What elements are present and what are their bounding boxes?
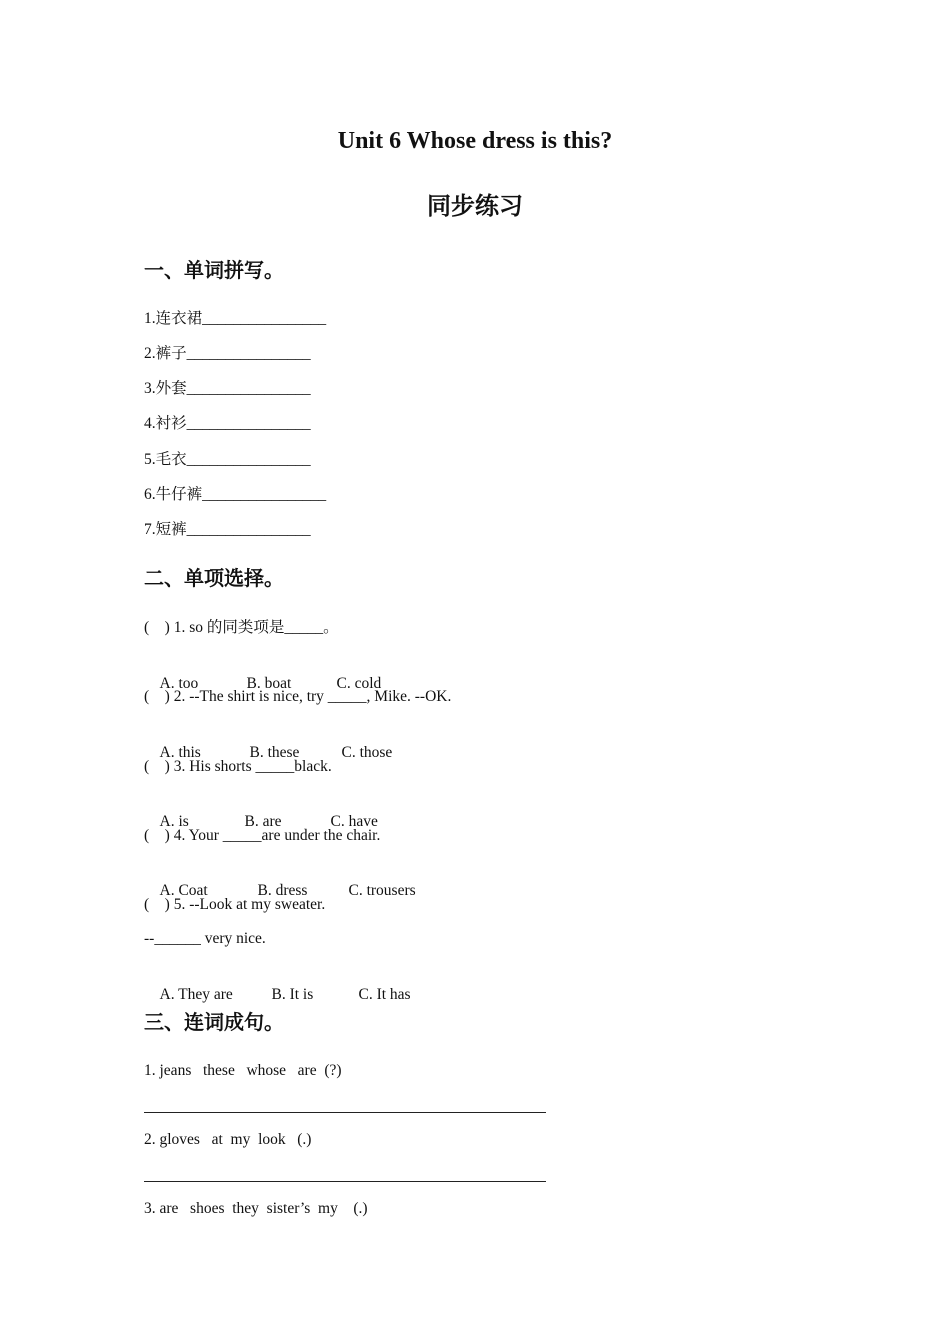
page-title: Unit 6 Whose dress is this? [337, 128, 613, 154]
sentence-3: 3. are shoes they sister’s my (.) [144, 1200, 368, 1217]
spelling-item-1: 1.连衣裙________________ [144, 310, 327, 327]
question-4: ( ) 4. Your _____are under the chair. [144, 827, 381, 844]
question-1: ( ) 1. so 的同类项是_____。 [144, 619, 339, 636]
option-c: C. It has [358, 986, 411, 1003]
spelling-item-2: 2.裤子________________ [144, 345, 311, 362]
page-subtitle: 同步练习 [427, 192, 523, 220]
option-b: B. dress [257, 882, 308, 899]
question-2: ( ) 2. --The shirt is nice, try _____, Mike. --OK. [144, 688, 452, 705]
spelling-item-6: 6.牛仔裤________________ [144, 486, 327, 503]
option-a: A. too [159, 675, 199, 692]
sentence-2: 2. gloves at my look (.) [144, 1131, 312, 1148]
option-c: C. those [341, 744, 393, 761]
question-5: ( ) 5. --Look at my sweater. [144, 896, 326, 913]
section-2-heading: 二、单项选择。 [144, 566, 284, 590]
option-b: B. boat [246, 675, 292, 692]
spelling-item-3: 3.外套________________ [144, 380, 311, 397]
option-c: C. cold [336, 675, 382, 692]
question-3: ( ) 3. His shorts _____black. [144, 758, 332, 775]
spelling-item-5: 5.毛衣________________ [144, 451, 311, 468]
option-b: B. It is [271, 986, 314, 1003]
spelling-item-7: 7.短裤________________ [144, 521, 311, 538]
option-a: A. They are [159, 986, 233, 1003]
answer-line-1 [144, 1112, 546, 1113]
option-a: A. Coat [159, 882, 208, 899]
question-5-line-2: --______ very nice. [144, 930, 266, 947]
sentence-1: 1. jeans these whose are (?) [144, 1062, 342, 1079]
option-c: C. have [330, 813, 378, 830]
answer-line-2 [144, 1181, 546, 1182]
option-a: A. this [159, 744, 201, 761]
option-b: B. are [244, 813, 282, 830]
option-c: C. trousers [348, 882, 416, 899]
section-3-heading: 三、连词成句。 [144, 1010, 284, 1034]
option-b: B. these [249, 744, 300, 761]
section-1-heading: 一、单词拼写。 [144, 258, 284, 282]
spelling-item-4: 4.衬衫________________ [144, 415, 311, 432]
option-a: A. is [159, 813, 189, 830]
